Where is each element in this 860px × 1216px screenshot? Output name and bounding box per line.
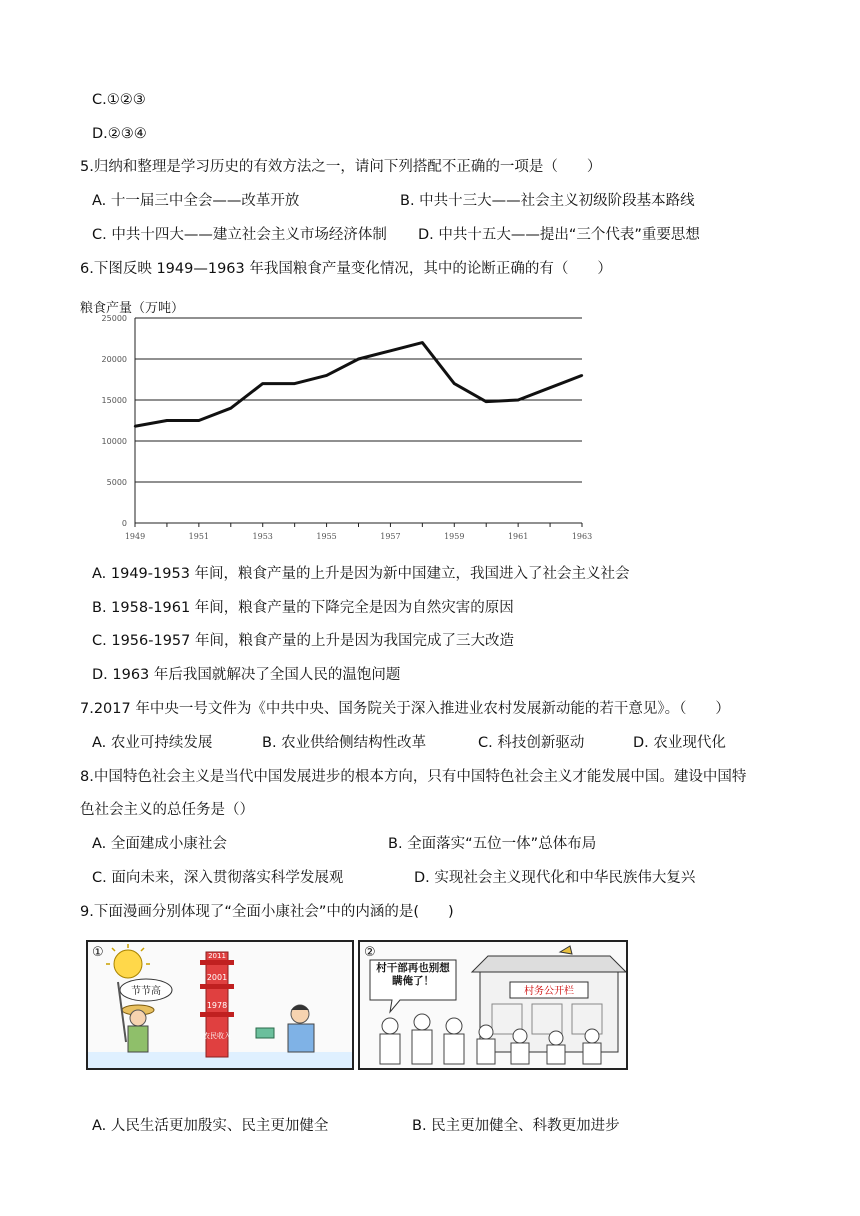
q8-option-d: D. 实现社会主义现代化和中华民族伟大复兴 <box>414 870 696 886</box>
cartoon-1-caption: 节节高 <box>131 986 161 997</box>
q6-option-a: A. 1949-1953 年间，粮食产量的上升是因为新中国建立，我国进入了社会主义社会 <box>92 566 630 582</box>
q8-option-c: C. 面向未来，深入贯彻落实科学发展观 <box>92 870 344 886</box>
data-point-1951 <box>198 419 200 421</box>
question-6-stem: 6.下图反映 1949—1963 年我国粮食产量变化情况，其中的论断正确的有（ ） <box>80 261 612 277</box>
bird-icon <box>560 946 572 954</box>
data-point-1961 <box>517 399 519 401</box>
x-tick-label-0: 1949 <box>124 532 146 541</box>
x-tick-label-4: 1957 <box>380 532 401 541</box>
data-point-1949 <box>134 425 136 427</box>
data-point-1950 <box>166 419 168 421</box>
series-line-0 <box>135 343 582 427</box>
chart-title: 粮食产量（万吨） <box>80 301 185 316</box>
q5-option-b: B. 中共十三大——社会主义初级阶段基本路线 <box>400 193 695 209</box>
y-tick-label-2: 10000 <box>101 437 127 446</box>
grain-output-chart <box>80 296 600 546</box>
x-tick-label-6: 1961 <box>507 532 529 541</box>
q6-option-c: C. 1956-1957 年间，粮食产量的上升是因为我国完成了三大改造 <box>92 633 514 649</box>
q9-option-a: A. 人民生活更加殷实、民主更加健全 <box>92 1118 329 1134</box>
cartoon-2-caption: 村干部再也别想瞒俺了！ <box>376 962 450 987</box>
q6-option-b: B. 1958-1961 年间，粮食产量的下降完全是因为自然灾害的原因 <box>92 600 514 616</box>
cartoon-2-number: ② <box>364 945 376 960</box>
data-point-1959 <box>453 382 455 384</box>
data-point-1957 <box>389 350 391 352</box>
question-9-stem: 9.下面漫画分别体现了“全面小康社会”中的内涵的是( ) <box>80 904 454 920</box>
data-point-1958 <box>421 341 423 343</box>
watering-can-icon <box>256 1028 274 1038</box>
data-point-1955 <box>325 374 327 376</box>
cartoon-1 <box>86 940 354 1070</box>
question-5-stem: 5.归纳和整理是学习历史的有效方法之一，请问下列搭配不正确的一项是（ ） <box>80 159 602 175</box>
data-point-1952 <box>230 407 232 409</box>
option-c-prev: C.①②③ <box>92 92 146 108</box>
cartoon-2-drawing <box>360 942 626 1068</box>
data-point-1962 <box>549 387 551 389</box>
x-tick-label-1: 1951 <box>188 532 210 541</box>
question-8-stem-line1: 8.中国特色社会主义是当代中国发展进步的根本方向，只有中国特色社会主义才能发展中国。建设中国特 <box>80 769 747 785</box>
q8-option-b: B. 全面落实“五位一体”总体布局 <box>388 836 597 852</box>
woman-figure <box>256 1005 314 1052</box>
cartoon-2 <box>358 940 628 1070</box>
y-tick-label-4: 20000 <box>101 355 127 364</box>
board-sign-text: 村务公开栏 <box>524 986 574 997</box>
year-label-1978: 1978 <box>206 1001 228 1010</box>
data-point-1956 <box>357 358 359 360</box>
q6-option-d: D. 1963 年后我国就解决了全国人民的温饱问题 <box>92 667 401 683</box>
pole-node-3 <box>200 1012 234 1017</box>
x-tick-label-2: 1953 <box>252 532 273 541</box>
q5-option-a: A. 十一届三中全会——改革开放 <box>92 193 300 209</box>
x-tick-label-3: 1955 <box>316 532 337 541</box>
x-tick-label-7: 1963 <box>571 532 593 541</box>
option-d-prev: D.②③④ <box>92 126 147 142</box>
data-point-1954 <box>293 382 295 384</box>
q7-option-c: C. 科技创新驱动 <box>478 735 585 751</box>
cartoon-1-number: ① <box>92 945 104 960</box>
pole-node-1 <box>200 960 234 965</box>
data-point-1953 <box>262 382 264 384</box>
q8-option-a: A. 全面建成小康社会 <box>92 836 227 852</box>
q5-option-d: D. 中共十五大——提出“三个代表”重要思想 <box>418 227 700 243</box>
pole-node-2 <box>200 984 234 989</box>
data-point-1960 <box>485 400 487 402</box>
y-tick-label-3: 15000 <box>101 396 127 405</box>
cartoon-1-bottom-label: 农民收入 <box>203 1032 231 1040</box>
q7-option-a: A. 农业可持续发展 <box>92 735 213 751</box>
year-label-2011: 2011 <box>208 952 226 960</box>
year-label-2001: 2001 <box>206 973 228 982</box>
question-8-stem-line2: 色社会主义的总任务是（） <box>80 802 254 818</box>
q5-option-c: C. 中共十四大——建立社会主义市场经济体制 <box>92 227 387 243</box>
q7-option-d: D. 农业现代化 <box>633 735 726 751</box>
chart-svg <box>80 296 600 546</box>
cartoon-1-drawing <box>88 942 352 1068</box>
q7-option-b: B. 农业供给侧结构性改革 <box>262 735 427 751</box>
question-7-stem: 7.2017 年中央一号文件为《中共中央、国务院关于深入推进业农村发展新动能的若干意见》。（ ） <box>80 701 730 717</box>
data-point-1963 <box>581 374 583 376</box>
y-tick-label-5: 25000 <box>101 314 127 323</box>
board-roof <box>472 956 626 972</box>
x-tick-label-5: 1959 <box>444 532 465 541</box>
q9-option-b: B. 民主更加健全、科教更加进步 <box>412 1118 620 1134</box>
y-tick-label-1: 5000 <box>106 478 127 487</box>
y-tick-label-0: 0 <box>121 519 127 528</box>
sun-icon <box>114 950 142 978</box>
